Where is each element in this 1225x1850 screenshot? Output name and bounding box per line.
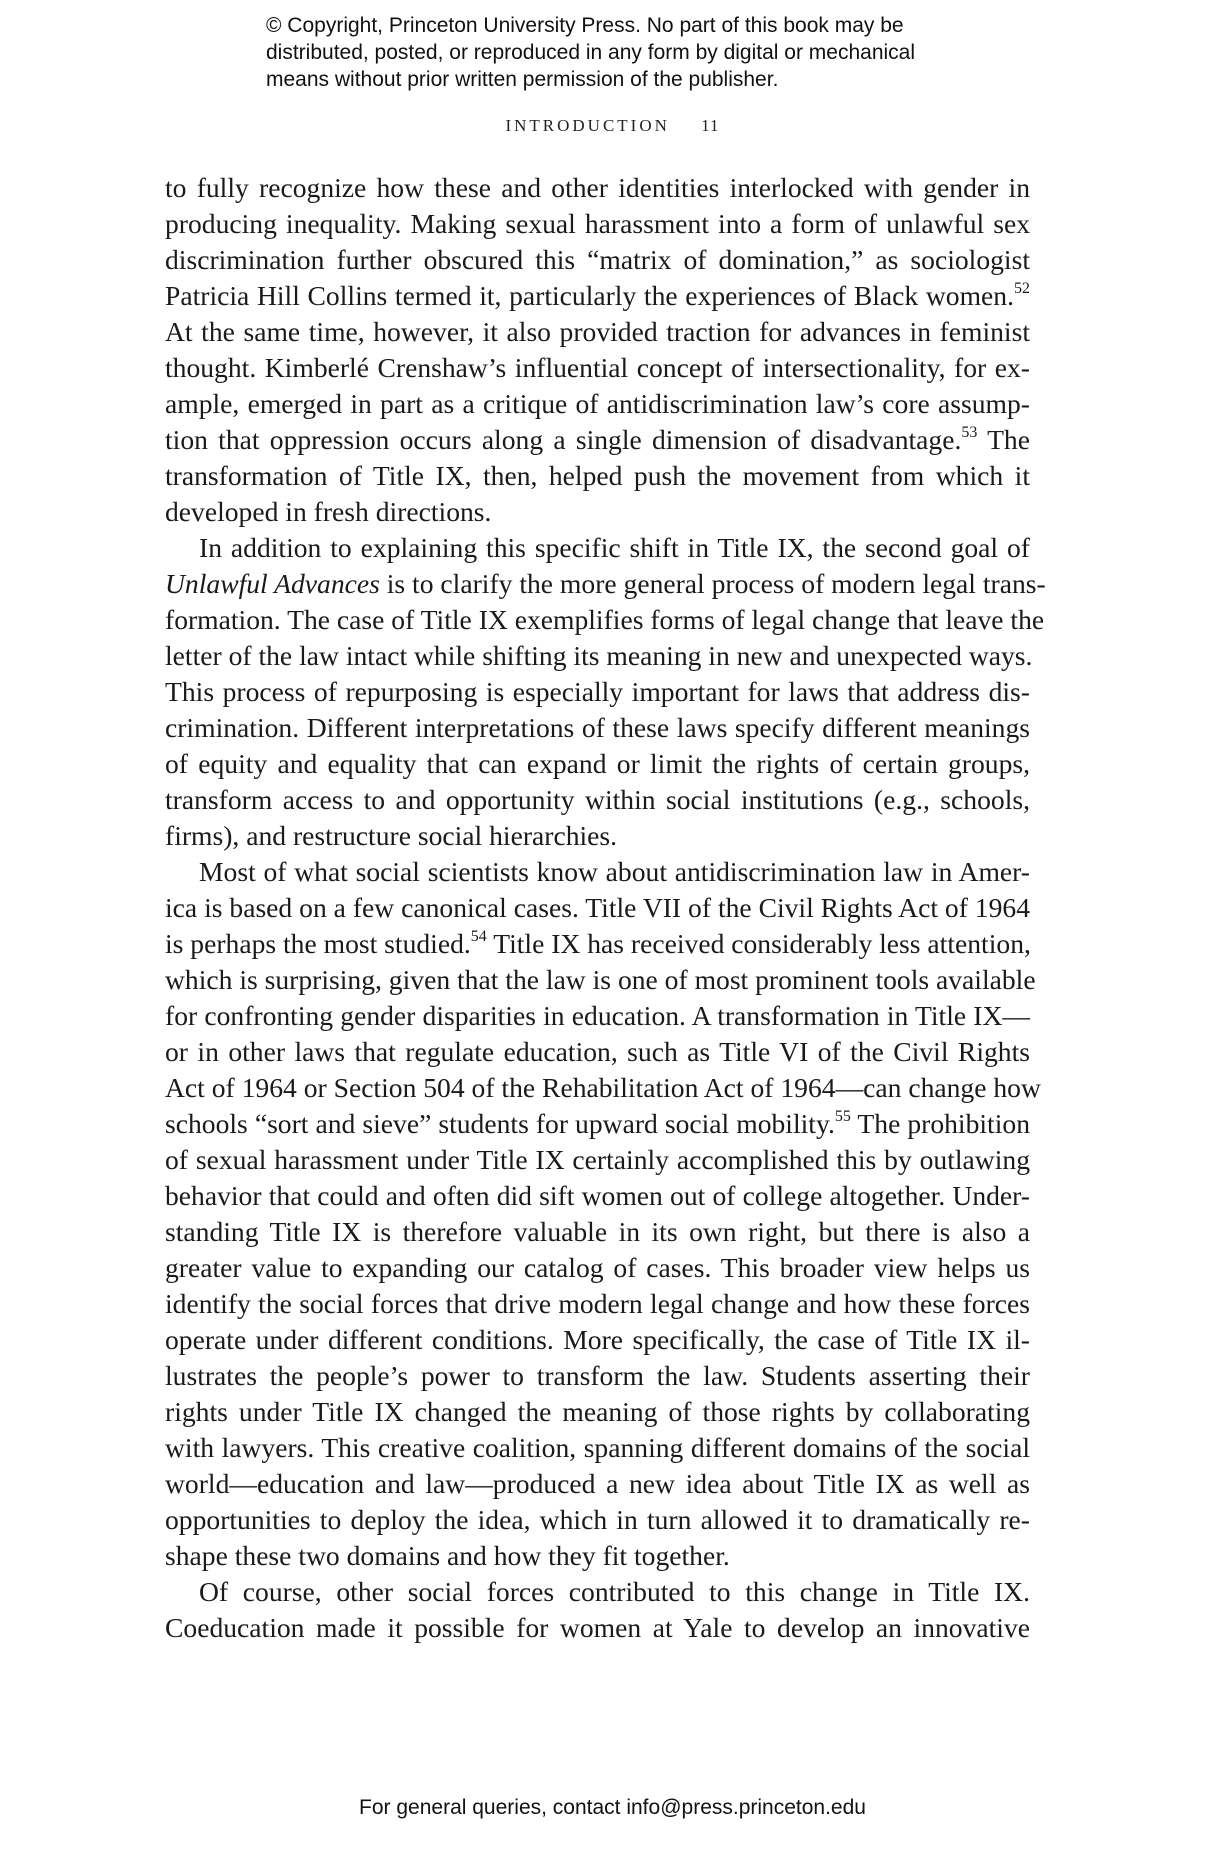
- footnote-marker: 55: [834, 1107, 851, 1125]
- text-line: [165, 530, 1030, 566]
- line-text: Most of what social scientists know about antidiscrimination law in Amer-: [199, 856, 1030, 887]
- line-text: identify the social forces that drive modern legal change and how these forces: [165, 1288, 1030, 1319]
- text-line: [165, 602, 1045, 638]
- line-text: producing inequality. Making sexual harassment into a form of unlawful sex: [165, 208, 1030, 239]
- line-text: tion that oppression occurs along a single dimension of disadvantage.: [165, 424, 962, 455]
- text-line: [165, 1142, 1030, 1178]
- text-line: [165, 1286, 1030, 1322]
- text-line: [165, 782, 1030, 818]
- line-text: formation. The case of Title IX exemplifies forms of legal change that leave the: [165, 604, 1045, 635]
- line-text: Coeducation made it possible for women at Yale to develop an innovative: [165, 1612, 1030, 1643]
- copyright-line: means without prior written permission of the publisher.: [266, 68, 779, 91]
- line-text-continued: The: [977, 424, 1030, 455]
- line-text-continued: Title IX has received considerably less attention,: [486, 928, 1031, 959]
- text-line: [165, 1214, 1030, 1250]
- line-text: discrimination further obscured this “matrix of domination,” as sociologist: [165, 244, 1030, 275]
- line-text: is perhaps the most studied.: [165, 928, 471, 959]
- line-text: opportunities to deploy the idea, which in turn allowed it to dramatically re-: [165, 1504, 1030, 1535]
- text-line: [165, 998, 1030, 1034]
- text-line: [165, 926, 1030, 962]
- line-text: to fully recognize how these and other identities interlocked with gender in: [165, 172, 1030, 203]
- text-line: [165, 1502, 1030, 1538]
- line-text: rights under Title IX changed the meaning of those rights by collaborating: [165, 1396, 1030, 1427]
- line-text: firms), and restructure social hierarchies.: [165, 820, 618, 851]
- text-line: [165, 890, 1030, 926]
- running-head: [0, 116, 1225, 136]
- text-line: [165, 1394, 1030, 1430]
- text-line: [165, 314, 1030, 350]
- text-line: [165, 242, 1030, 278]
- text-line: [165, 818, 1030, 854]
- line-text: of equity and equality that can expand or limit the rights of certain groups,: [165, 748, 1030, 779]
- line-text: In addition to explaining this specific shift in Title IX, the second goal of: [199, 532, 1030, 563]
- line-text: which is surprising, given that the law is one of most prominent tools available: [165, 964, 1036, 995]
- copyright-notice: [266, 12, 986, 93]
- line-text: At the same time, however, it also provided traction for advances in feminist: [165, 316, 1030, 347]
- line-text: Patricia Hill Collins termed it, particularly the experiences of Black women.: [165, 280, 1014, 311]
- line-text: crimination. Different interpretations of these laws specify different meanings: [165, 712, 1030, 743]
- text-line: [165, 710, 1030, 746]
- text-line: [165, 1466, 1030, 1502]
- footnote-marker: 52: [1014, 279, 1030, 297]
- line-text-continued: The prohibition: [850, 1108, 1030, 1139]
- line-text: developed in fresh directions.: [165, 496, 492, 527]
- text-line: [165, 1250, 1030, 1286]
- text-line: [165, 638, 1033, 674]
- line-text: greater value to expanding our catalog of cases. This broader view helps us: [165, 1252, 1030, 1283]
- line-text: ica is based on a few canonical cases. Title VII of the Civil Rights Act of 1964: [165, 892, 1030, 923]
- text-line: [165, 350, 1030, 386]
- text-line: [165, 1178, 1030, 1214]
- body-text: [165, 170, 1046, 1646]
- text-line: [165, 962, 1036, 998]
- text-line: [165, 1322, 1030, 1358]
- line-text: world—education and law—produced a new idea about Title IX as well as: [165, 1468, 1030, 1499]
- text-line: [165, 854, 1030, 890]
- line-text: transform access to and opportunity within social institutions (e.g., schools,: [165, 784, 1030, 815]
- copyright-line: distributed, posted, or reproduced in any form by digital or mechanical: [266, 41, 916, 64]
- line-text: shape these two domains and how they fit together.: [165, 1540, 730, 1571]
- text-line: [165, 1106, 1030, 1142]
- line-text: is to clarify the more general process of modern legal trans-: [379, 568, 1046, 599]
- line-text: Of course, other social forces contributed to this change in Title IX.: [199, 1576, 1030, 1607]
- line-text: ample, emerged in part as a critique of antidiscrimination law’s core assump-: [165, 388, 1030, 419]
- running-head-title: INTRODUCTION: [505, 116, 670, 135]
- text-line: [165, 206, 1030, 242]
- text-line: [165, 494, 1030, 530]
- text-line: [165, 1610, 1030, 1646]
- line-text: letter of the law intact while shifting its meaning in new and unexpected ways.: [165, 640, 1033, 671]
- text-line: [165, 746, 1030, 782]
- text-line: [165, 674, 1030, 710]
- line-text: standing Title IX is therefore valuable in its own right, but there is also a: [165, 1216, 1030, 1247]
- line-text: or in other laws that regulate education, such as Title VI of the Civil Rights: [165, 1036, 1030, 1067]
- line-text: for confronting gender disparities in education. A transformation in Title IX—: [165, 1000, 1030, 1031]
- text-line: [165, 278, 1030, 314]
- line-text: thought. Kimberlé Crenshaw’s influential concept of intersectionality, for ex-: [165, 352, 1030, 383]
- text-line: [165, 1070, 1041, 1106]
- copyright-line: © Copyright, Princeton University Press. No part of this book may be: [266, 14, 904, 37]
- line-text: operate under different conditions. More specifically, the case of Title IX il-: [165, 1324, 1030, 1355]
- page-number: 11: [701, 116, 720, 135]
- footer-contact: For general queries, contact info@press.princeton.edu: [359, 1796, 866, 1819]
- footnote-marker: 53: [961, 423, 978, 441]
- text-line: [165, 1358, 1030, 1394]
- text-line: [165, 170, 1030, 206]
- footnote-marker: 54: [470, 927, 487, 945]
- book-title: Unlawful Advances: [165, 568, 380, 599]
- line-text: with lawyers. This creative coalition, spanning different domains of the social: [165, 1432, 1030, 1463]
- text-line: [165, 1430, 1030, 1466]
- text-line: [165, 1538, 1030, 1574]
- line-text: of sexual harassment under Title IX certainly accomplished this by outlawing: [165, 1144, 1030, 1175]
- line-text: Act of 1964 or Section 504 of the Rehabilitation Act of 1964—can change how: [165, 1072, 1041, 1103]
- text-line: [165, 566, 1046, 602]
- line-text: This process of repurposing is especially important for laws that address dis-: [165, 676, 1030, 707]
- line-text: transformation of Title IX, then, helped push the movement from which it: [165, 460, 1030, 491]
- text-line: [165, 1574, 1030, 1610]
- line-text: behavior that could and often did sift women out of college altogether. Under-: [165, 1180, 1030, 1211]
- text-line: [165, 458, 1030, 494]
- line-text: schools “sort and sieve” students for upward social mobility.: [165, 1108, 835, 1139]
- text-line: [165, 386, 1030, 422]
- text-line: [165, 1034, 1030, 1070]
- text-line: [165, 422, 1030, 458]
- line-text: lustrates the people’s power to transform the law. Students asserting their: [165, 1360, 1030, 1391]
